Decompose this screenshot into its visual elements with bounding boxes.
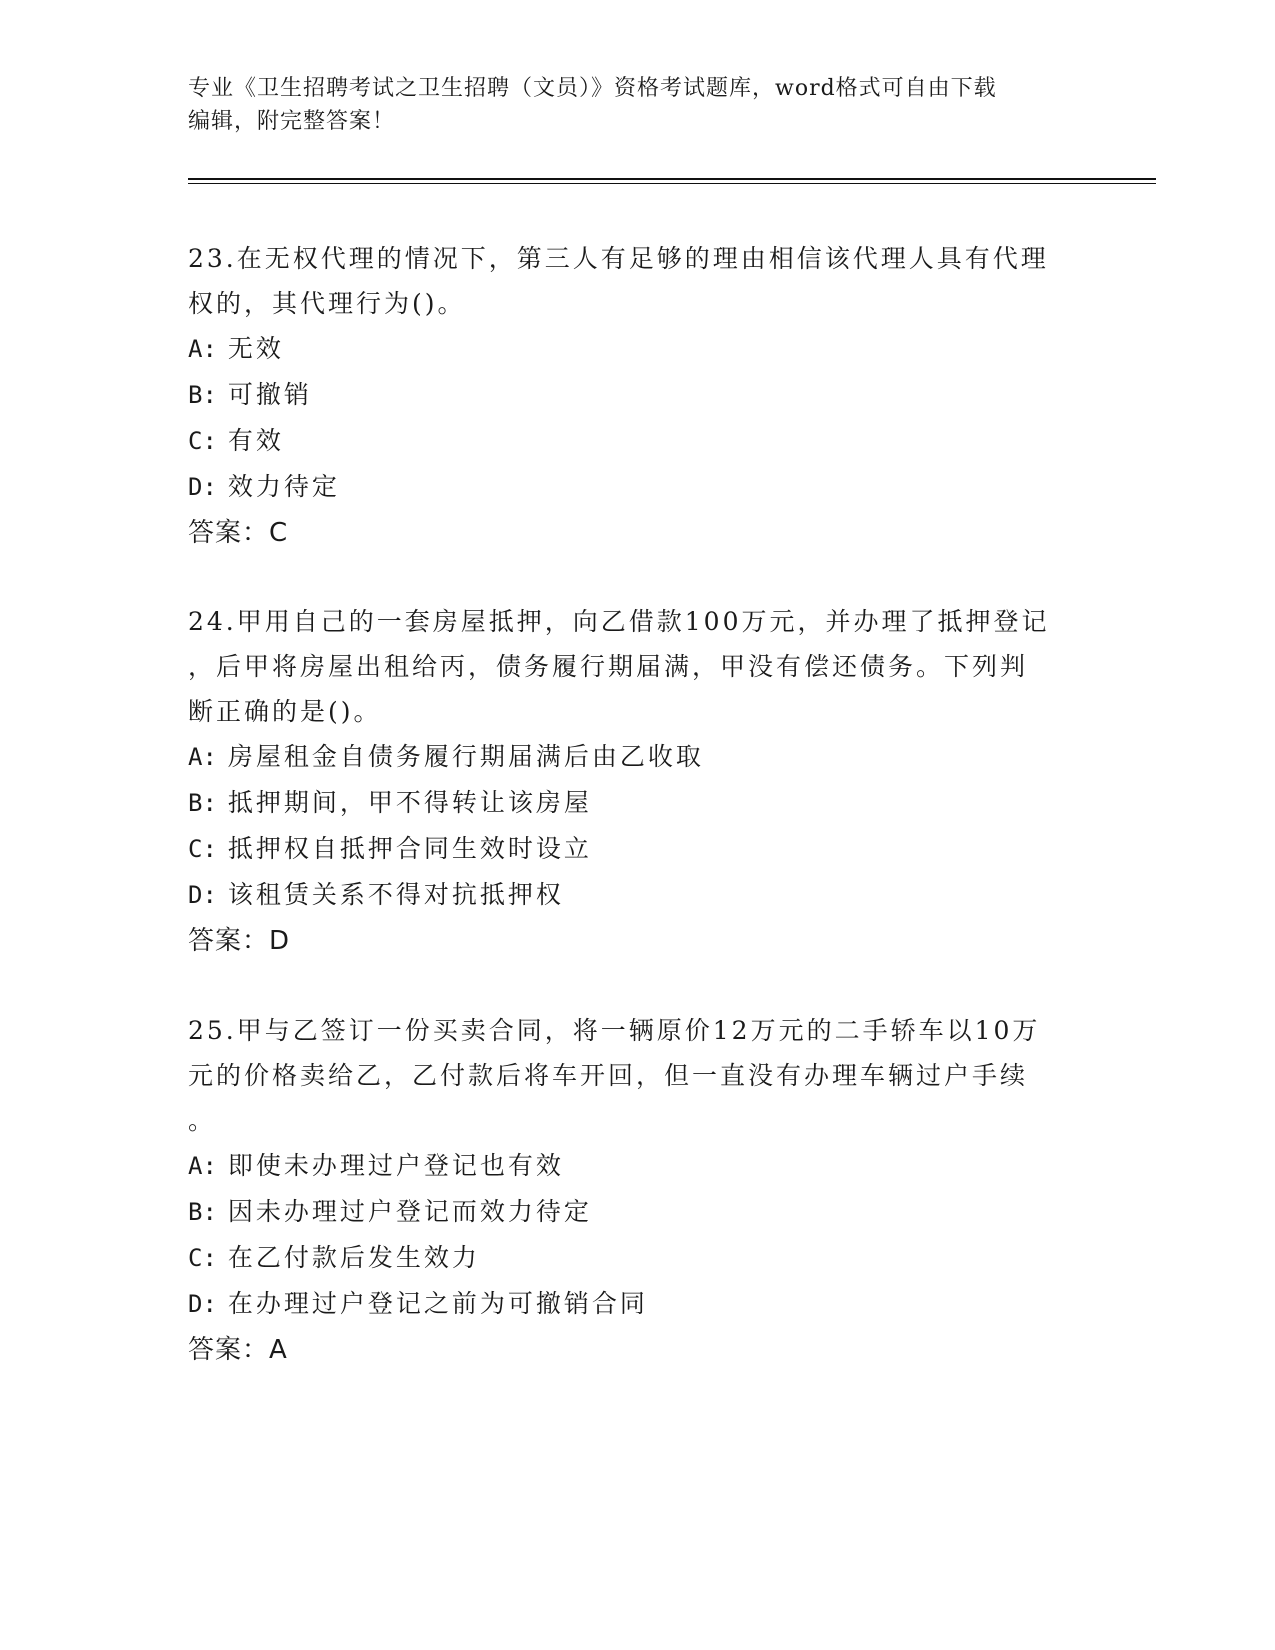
option-b — [188, 372, 1068, 418]
option-a — [188, 326, 1068, 372]
option-a — [188, 1143, 1068, 1189]
question-stem-line: 。 — [188, 1106, 217, 1135]
option-c — [188, 1235, 1068, 1281]
option-key: B: — [188, 1198, 217, 1226]
option-text: 在乙付款后发生效力 — [227, 1243, 480, 1272]
option-text: 因未办理过户登记而效力待定 — [227, 1197, 592, 1226]
option-text: 无效 — [227, 334, 284, 363]
question-24 — [188, 599, 1068, 964]
option-text: 抵押权自抵押合同生效时设立 — [227, 834, 592, 863]
question-stem-line: 23.在无权代理的情况下，第三人有足够的理由相信该代理人具有代理 — [188, 244, 1049, 273]
answer-line: 答案：C — [188, 518, 289, 548]
question-stem-line: 24.甲用自己的一套房屋抵押，向乙借款100万元，并办理了抵押登记 — [188, 607, 1050, 636]
option-c — [188, 418, 1068, 464]
option-key: D: — [188, 473, 217, 501]
option-d — [188, 464, 1068, 510]
option-key: C: — [188, 835, 217, 863]
question-stem-line: 25.甲与乙签订一份买卖合同，将一辆原价12万元的二手轿车以10万 — [188, 1016, 1041, 1045]
option-key: A: — [188, 743, 217, 771]
option-d — [188, 872, 1068, 918]
option-b — [188, 780, 1068, 826]
question-stem-line: 断正确的是()。 — [188, 697, 382, 726]
option-b — [188, 1189, 1068, 1235]
option-key: D: — [188, 1290, 217, 1318]
question-23 — [188, 236, 1068, 556]
option-key: B: — [188, 789, 217, 817]
document-header — [188, 72, 1068, 138]
option-key: C: — [188, 427, 217, 455]
option-text: 可撤销 — [227, 380, 312, 409]
option-c — [188, 826, 1068, 872]
option-key: A: — [188, 335, 217, 363]
option-text: 抵押期间，甲不得转让该房屋 — [227, 788, 592, 817]
answer-line: 答案：A — [188, 1335, 288, 1365]
option-text: 在办理过户登记之前为可撤销合同 — [227, 1289, 648, 1318]
question-stem-line: 元的价格卖给乙，乙付款后将车开回，但一直没有办理车辆过户手续 — [188, 1061, 1029, 1090]
option-key: D: — [188, 881, 217, 909]
option-d — [188, 1281, 1068, 1327]
question-25 — [188, 1008, 1068, 1373]
option-text: 即使未办理过户登记也有效 — [227, 1151, 564, 1180]
option-a — [188, 734, 1068, 780]
header-line-2: 编辑，附完整答案！ — [188, 109, 396, 134]
question-stem-line: 权的，其代理行为()。 — [188, 289, 466, 318]
header-line-1: 专业《卫生招聘考试之卫生招聘（文员）》资格考试题库，word格式可自由下载 — [188, 76, 997, 101]
option-key: A: — [188, 1152, 217, 1180]
option-text: 该租赁关系不得对抗抵押权 — [227, 880, 564, 909]
question-stem-line: ，后甲将房屋出租给丙，债务履行期届满，甲没有偿还债务。下列判 — [188, 652, 1029, 681]
header-divider — [188, 178, 1156, 184]
option-key: B: — [188, 381, 217, 409]
option-key: C: — [188, 1244, 217, 1272]
answer-line: 答案：D — [188, 926, 291, 956]
option-text: 有效 — [227, 426, 284, 455]
option-text: 房屋租金自债务履行期届满后由乙收取 — [227, 742, 704, 771]
option-text: 效力待定 — [227, 472, 340, 501]
